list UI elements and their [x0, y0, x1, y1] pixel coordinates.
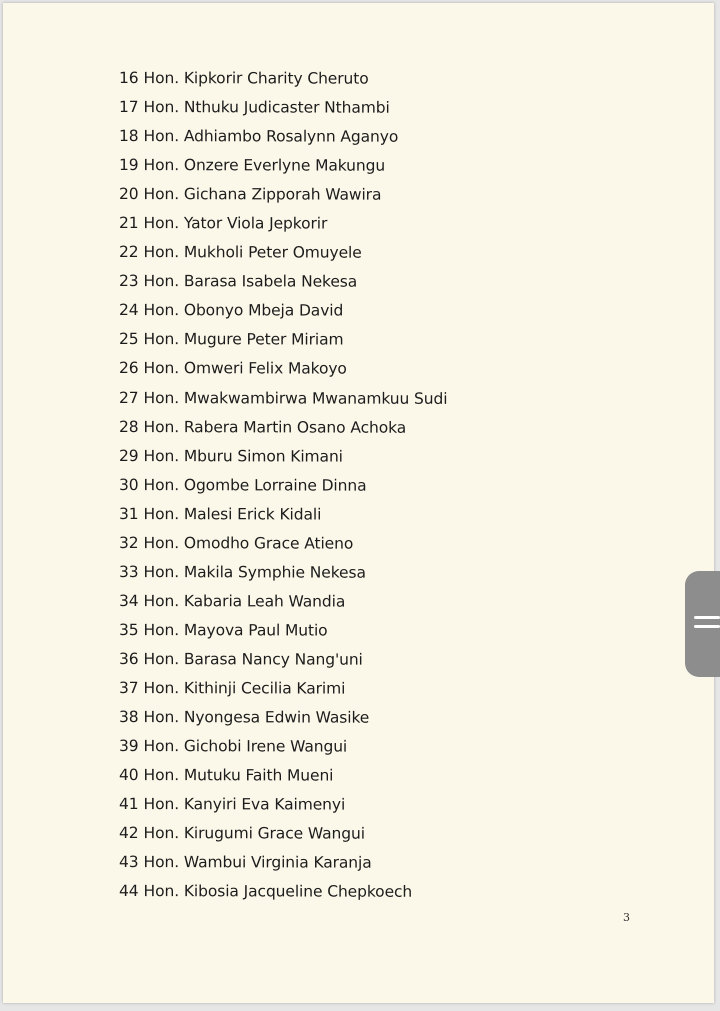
list-item: [119, 793, 447, 823]
member-number: 21: [119, 214, 139, 233]
member-name: Hon. Ogombe Lorraine Dinna: [143, 475, 367, 495]
list-item: [119, 532, 447, 562]
member-number: 19: [119, 156, 139, 175]
member-name: Hon. Nyongesa Edwin Wasike: [143, 708, 370, 727]
list-item: [119, 706, 447, 736]
list-item: [119, 851, 447, 881]
member-number: 18: [119, 127, 139, 146]
member-number: 37: [119, 678, 139, 698]
list-item: [119, 183, 447, 213]
list-item: [119, 561, 447, 591]
member-number: 41: [119, 795, 139, 814]
member-number: 27: [119, 388, 139, 407]
member-name: Hon. Kibosia Jacqueline Chepkoech: [143, 882, 413, 902]
member-number: 30: [119, 475, 139, 494]
member-number: 42: [119, 824, 139, 843]
member-name: Hon. Gichobi Irene Wangui: [143, 737, 348, 756]
list-item: [119, 880, 447, 910]
list-item: [119, 328, 447, 358]
member-number: 32: [119, 533, 139, 552]
list-item: [119, 299, 447, 329]
member-number: 33: [119, 562, 139, 581]
list-item: [119, 270, 447, 300]
list-item: [119, 416, 447, 446]
list-item: [119, 677, 447, 707]
member-number: 36: [119, 649, 139, 668]
member-name: Hon. Mugure Peter Miriam: [143, 330, 344, 350]
document-page: [3, 3, 714, 1003]
member-number: 17: [119, 98, 139, 117]
member-name: Hon. Kithinji Cecilia Karimi: [143, 679, 346, 698]
member-number: 43: [119, 853, 139, 872]
grip-lines-icon: [694, 616, 720, 634]
member-number: 31: [119, 504, 139, 523]
list-item: [119, 764, 447, 794]
member-name: Hon. Kabaria Leah Wandia: [143, 591, 346, 611]
member-number: 39: [119, 737, 139, 756]
member-name: Hon. Mwakwambirwa Mwanamkuu Sudi: [143, 388, 448, 408]
member-name: Hon. Barasa Isabela Nekesa: [143, 272, 358, 291]
member-name: Hon. Omodho Grace Atieno: [143, 533, 354, 553]
member-name: Hon. Yator Viola Jepkorir: [143, 214, 328, 233]
list-item: [119, 619, 447, 649]
member-number: 24: [119, 301, 139, 320]
member-name: Hon. Mburu Simon Kimani: [143, 446, 343, 466]
member-number: 34: [119, 591, 139, 610]
member-name: Hon. Mukholi Peter Omuyele: [143, 243, 362, 262]
member-list: [119, 67, 447, 910]
list-item: [119, 67, 447, 97]
page-number: 3: [623, 911, 630, 924]
member-name: Hon. Obonyo Mbeja David: [143, 301, 344, 320]
list-item: [119, 590, 447, 620]
list-item: [119, 96, 447, 126]
scroll-handle[interactable]: [685, 571, 720, 677]
member-name: Hon. Adhiambo Rosalynn Aganyo: [143, 127, 399, 146]
member-number: 23: [119, 272, 139, 291]
member-name: Hon. Wambui Virginia Karanja: [143, 853, 372, 872]
list-item: [119, 241, 447, 271]
member-number: 29: [119, 446, 139, 465]
member-name: Hon. Omweri Felix Makoyo: [143, 359, 347, 379]
member-name: Hon. Rabera Martin Osano Achoka: [143, 417, 407, 437]
member-name: Hon. Mayova Paul Mutio: [143, 620, 328, 640]
list-item: [119, 387, 447, 417]
member-number: 26: [119, 359, 139, 378]
list-item: [119, 357, 447, 387]
list-item: [119, 474, 447, 504]
member-number: 44: [119, 882, 139, 901]
member-number: 20: [119, 185, 139, 204]
member-name: Hon. Kirugumi Grace Wangui: [143, 824, 365, 843]
member-number: 40: [119, 766, 139, 785]
member-number: 38: [119, 708, 139, 727]
member-number: 16: [119, 69, 139, 88]
member-name: Hon. Kanyiri Eva Kaimenyi: [143, 795, 346, 814]
member-name: Hon. Mutuku Faith Mueni: [143, 766, 334, 785]
list-item: [119, 154, 447, 184]
member-name: Hon. Barasa Nancy Nang'uni: [143, 650, 363, 669]
list-item: [119, 212, 447, 242]
list-item: [119, 125, 447, 155]
member-name: Hon. Makila Symphie Nekesa: [143, 562, 366, 582]
member-name: Hon. Malesi Erick Kidali: [143, 504, 322, 524]
member-number: 35: [119, 620, 139, 639]
member-number: 28: [119, 417, 139, 436]
list-item: [119, 648, 447, 678]
member-name: Hon. Gichana Zipporah Wawira: [143, 185, 382, 204]
member-number: 22: [119, 243, 139, 262]
member-name: Hon. Nthuku Judicaster Nthambi: [143, 98, 390, 117]
member-name: Hon. Kipkorir Charity Cheruto: [143, 69, 369, 88]
list-item: [119, 445, 447, 475]
list-item: [119, 503, 447, 533]
member-name: Hon. Onzere Everlyne Makungu: [143, 156, 386, 175]
list-item: [119, 822, 447, 852]
member-number: 25: [119, 330, 139, 349]
list-item: [119, 735, 447, 765]
